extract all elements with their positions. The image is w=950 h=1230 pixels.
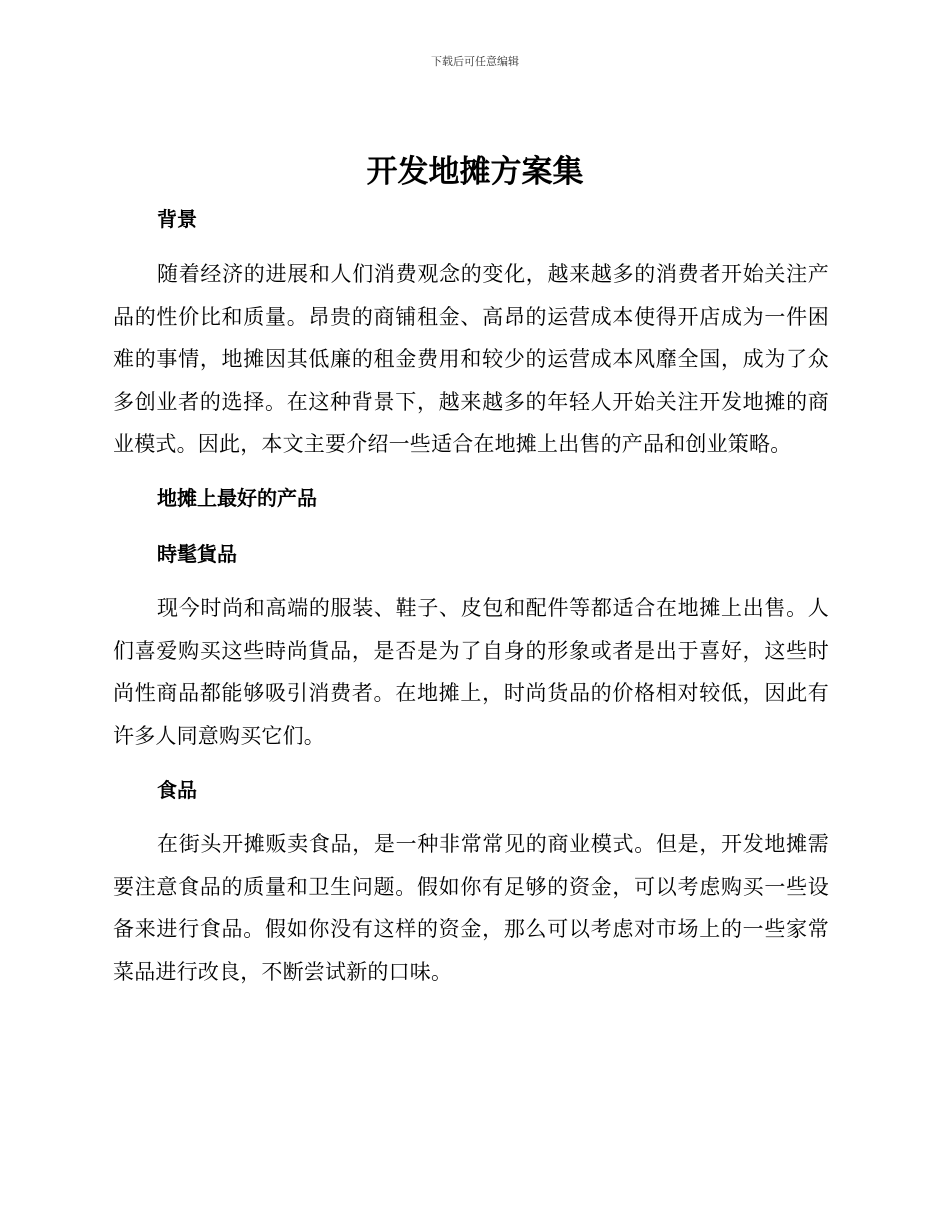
page-header-note: 下载后可任意编辑 <box>431 55 519 68</box>
section-heading-background: 背景 <box>157 207 197 231</box>
section-paragraph-fashion-goods: 现今时尚和高端的服装、鞋子、皮包和配件等都适合在地摊上出售。人们喜爱购买这些時尚貨品，是否是为了自身的形象或者是出于喜好，这些时尚性商品都能够吸引消费者。在地摊上，时尚货品的价格相对较低，因此有许多人同意购买它们。 <box>113 596 829 748</box>
section-heading-best-products: 地摊上最好的产品 <box>157 486 317 510</box>
section-paragraph-food: 在街头开摊贩卖食品，是一种非常常见的商业模式。但是，开发地摊需要注意食品的质量和卫生问题。假如你有足够的资金，可以考虑购买一些设备来进行食品。假如你没有这样的资金，那么可以考虑对市场上的一些家常菜品进行改良，不断尝试新的口味。 <box>113 832 829 984</box>
document-title: 开发地摊方案集 <box>366 154 584 190</box>
section-heading-food: 食品 <box>157 778 197 802</box>
section-heading-fashion-goods: 時髦貨品 <box>157 542 237 566</box>
section-paragraph-background: 随着经济的进展和人们消费观念的变化，越来越多的消费者开始关注产品的性价比和质量。昂贵的商铺租金、高昂的运营成本使得开店成为一件困难的事情，地摊因其低廉的租金费用和较少的运营成本风靡全国，成为了众多创业者的选择。在这种背景下，越来越多的年轻人开始关注开发地摊的商业模式。因此，本文主要介绍一些适合在地摊上出售的产品和创业策略。 <box>113 262 829 456</box>
